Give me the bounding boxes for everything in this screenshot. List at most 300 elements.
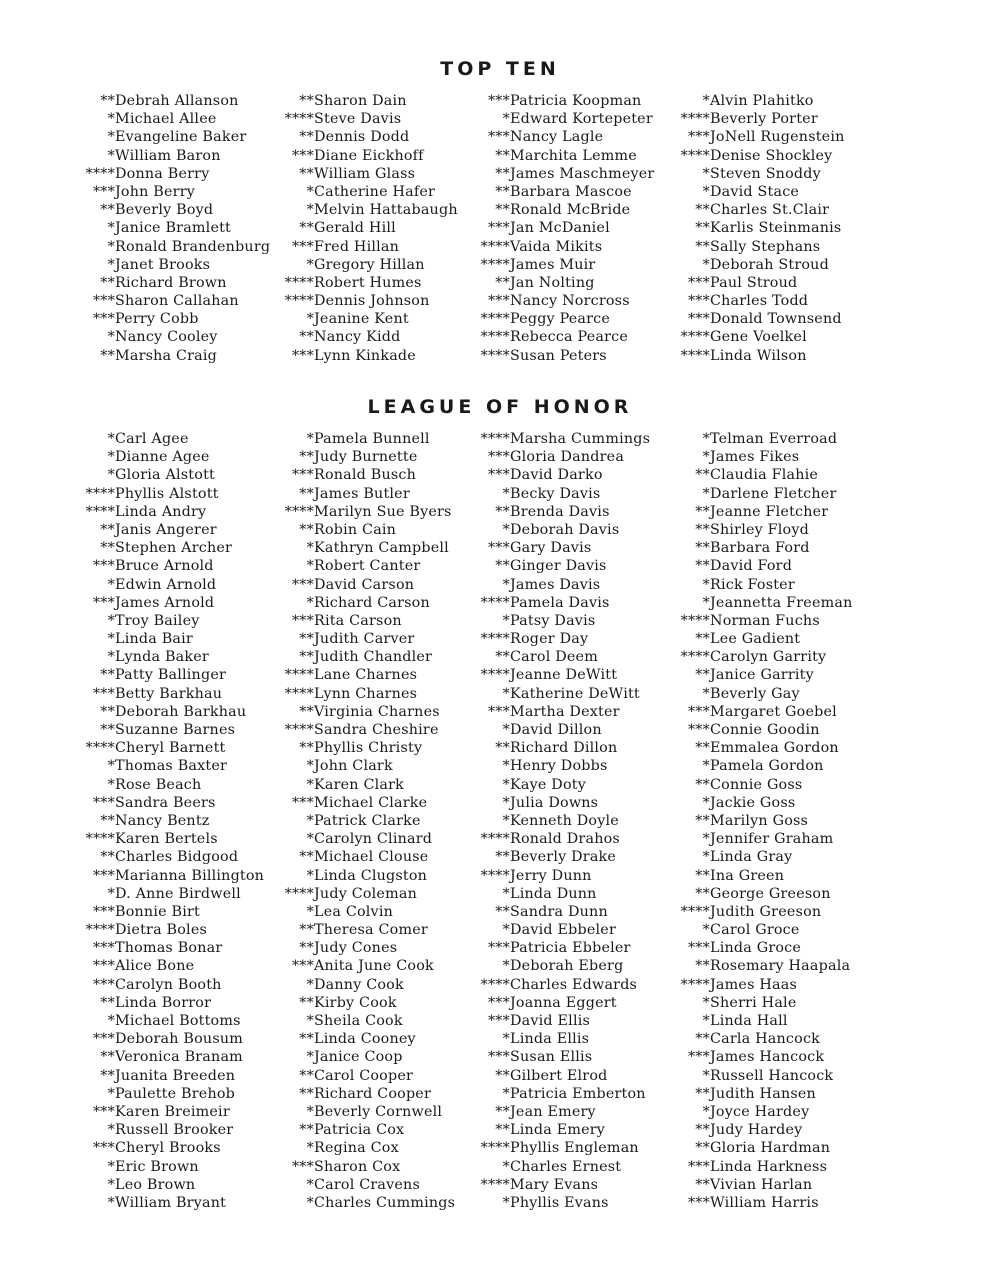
star-marks: ***	[291, 238, 314, 255]
honor-roll-entry	[472, 1048, 650, 1066]
star-marks: *	[306, 812, 314, 829]
star-marks: **	[100, 849, 115, 866]
student-name: Sandra Dunn	[510, 903, 608, 920]
star-marks: ***	[687, 1158, 710, 1175]
student-name: Ina Green	[710, 867, 785, 884]
star-marks: ****	[680, 903, 710, 920]
honor-roll-entry	[672, 630, 853, 648]
student-name: Deborah Eberg	[510, 958, 624, 975]
star-marks: *	[107, 776, 115, 793]
honor-roll-entry	[276, 703, 455, 721]
star-marks: *	[107, 885, 115, 902]
star-marks: *	[306, 540, 314, 557]
honor-roll-entry	[472, 1030, 650, 1048]
honor-roll-entry	[672, 1158, 853, 1176]
student-name: Patricia Koopman	[510, 93, 642, 109]
honor-roll-entry	[276, 794, 455, 812]
star-marks: *	[306, 558, 314, 575]
student-name: Karen Bertels	[115, 831, 218, 848]
student-name: Evangeline Baker	[115, 129, 247, 146]
star-marks: ***	[92, 940, 115, 957]
honor-roll-entry	[672, 292, 845, 310]
honor-roll-entry	[77, 1030, 264, 1048]
star-marks: **	[299, 220, 314, 237]
star-marks: *	[702, 831, 710, 848]
honor-roll-entry	[77, 594, 264, 612]
student-name: Jeanne Fletcher	[710, 503, 829, 520]
star-marks: ***	[487, 93, 510, 109]
star-marks: ****	[85, 740, 115, 757]
star-marks: **	[695, 867, 710, 884]
star-marks: *	[702, 1067, 710, 1084]
star-marks: **	[695, 521, 710, 538]
honor-roll-entry	[472, 630, 650, 648]
student-name: Fred Hillan	[314, 238, 400, 255]
honor-roll-entry	[77, 757, 264, 775]
honor-roll-entry	[276, 1121, 455, 1139]
star-marks: *	[107, 1122, 115, 1139]
league-column-2	[276, 430, 455, 1212]
student-name: Dianne Agee	[115, 449, 210, 466]
honor-roll-entry	[672, 776, 853, 794]
student-name: Thomas Baxter	[115, 758, 228, 775]
star-marks: *	[107, 129, 115, 146]
student-name: James Haas	[710, 976, 798, 993]
honor-roll-entry	[472, 703, 650, 721]
star-marks: **	[495, 503, 510, 520]
student-name: Jeannetta Freeman	[710, 594, 853, 611]
student-name: Charles Todd	[710, 293, 809, 310]
star-marks: **	[495, 165, 510, 182]
star-marks: *	[306, 1013, 314, 1029]
student-name: Pamela Bunnell	[314, 431, 430, 447]
top-ten-column-3	[472, 92, 654, 365]
honor-roll-entry	[472, 128, 654, 146]
honor-roll-entry	[77, 1158, 264, 1176]
student-name: Michael Clarke	[314, 794, 428, 811]
student-name: Karen Breimeir	[115, 1103, 230, 1120]
student-name: Robin Cain	[314, 521, 397, 538]
student-name: Katherine DeWitt	[510, 685, 640, 702]
honor-roll-entry	[276, 92, 458, 110]
honor-roll-entry	[77, 292, 270, 310]
honor-roll-entry	[472, 274, 654, 292]
student-name: Marsha Cummings	[510, 431, 651, 447]
honor-roll-entry	[77, 721, 264, 739]
star-marks: ***	[92, 1140, 115, 1157]
honor-roll-entry	[472, 612, 650, 630]
student-name: Karen Clark	[314, 776, 404, 793]
honor-roll-entry	[77, 1103, 264, 1121]
honor-roll-entry	[472, 110, 654, 128]
student-name: Sandra Cheshire	[314, 722, 439, 738]
star-marks: *	[306, 758, 314, 775]
honor-roll-entry	[672, 867, 853, 885]
honor-roll-entry	[472, 976, 650, 994]
star-marks: *	[502, 685, 510, 702]
student-name: Juanita Breeden	[115, 1067, 236, 1084]
honor-roll-entry	[672, 1030, 853, 1048]
student-name: Marilyn Goss	[710, 812, 809, 829]
honor-roll-entry	[77, 903, 264, 921]
star-marks: *	[107, 238, 115, 255]
honor-roll-entry	[276, 292, 458, 310]
student-name: Paul Stroud	[710, 274, 798, 291]
student-name: Linda Groce	[710, 940, 802, 957]
star-marks: *	[702, 449, 710, 466]
student-name: Janice Garrity	[710, 667, 814, 684]
student-name: James Davis	[510, 576, 601, 593]
student-name: Beverly Porter	[710, 111, 818, 128]
student-name: Patricia Emberton	[510, 1085, 646, 1102]
student-name: Pamela Davis	[510, 594, 610, 611]
student-name: David Dillon	[510, 722, 602, 738]
student-name: Norman Fuchs	[710, 612, 820, 629]
star-marks: ****	[85, 922, 115, 939]
star-marks: **	[100, 274, 115, 291]
star-marks: **	[695, 467, 710, 484]
star-marks: *	[107, 649, 115, 666]
honor-roll-entry	[276, 576, 455, 594]
student-name: Linda Cooney	[314, 1031, 416, 1048]
star-marks: **	[695, 776, 710, 793]
honor-roll-entry	[672, 612, 853, 630]
honor-roll-entry	[472, 292, 654, 310]
star-marks: **	[299, 703, 314, 720]
student-name: Carol Deem	[510, 649, 598, 666]
honor-roll-entry	[672, 256, 845, 274]
honor-roll-entry	[472, 867, 650, 885]
honor-roll-entry	[472, 466, 650, 484]
student-name: Judith Hansen	[710, 1085, 816, 1102]
star-marks: ***	[487, 1049, 510, 1066]
student-name: Richard Brown	[115, 274, 227, 291]
star-marks: **	[100, 1067, 115, 1084]
student-name: Robert Humes	[314, 274, 422, 291]
student-name: Linda Harkness	[710, 1158, 828, 1175]
star-marks: *	[702, 1103, 710, 1120]
student-name: Nancy Cooley	[115, 329, 218, 346]
star-marks: **	[299, 1122, 314, 1139]
star-marks: ***	[687, 722, 710, 738]
student-name: Thomas Bonar	[115, 940, 223, 957]
honor-roll-entry	[276, 485, 455, 503]
honor-roll-entry	[77, 92, 270, 110]
honor-roll-entry	[77, 183, 270, 201]
honor-roll-entry	[276, 1194, 455, 1212]
student-name: Phyllis Christy	[314, 740, 423, 757]
star-marks: **	[299, 631, 314, 648]
star-marks: *	[502, 1085, 510, 1102]
star-marks: *	[702, 93, 710, 109]
honor-roll-entry	[472, 885, 650, 903]
honor-roll-entry	[472, 201, 654, 219]
honor-roll-entry	[276, 274, 458, 292]
star-marks: **	[299, 922, 314, 939]
student-name: JoNell Rugenstein	[710, 129, 845, 146]
star-marks: *	[702, 794, 710, 811]
honor-roll-entry	[77, 485, 264, 503]
star-marks: ****	[284, 274, 314, 291]
star-marks: **	[495, 849, 510, 866]
star-marks: **	[100, 722, 115, 738]
star-marks: *	[502, 111, 510, 128]
honor-roll-entry	[672, 485, 853, 503]
honor-roll-entry	[276, 238, 458, 256]
student-name: Robert Canter	[314, 558, 421, 575]
star-marks: **	[100, 812, 115, 829]
student-name: Cheryl Brooks	[115, 1140, 221, 1157]
honor-roll-entry	[77, 110, 270, 128]
honor-roll-entry	[672, 539, 853, 557]
star-marks: **	[695, 1031, 710, 1048]
honor-roll-entry	[77, 1085, 264, 1103]
honor-roll-entry	[77, 976, 264, 994]
student-name: Melvin Hattabaugh	[314, 202, 458, 219]
honor-roll-entry	[276, 739, 455, 757]
student-name: Marianna Billington	[115, 867, 265, 884]
honor-roll-entry	[276, 976, 455, 994]
star-marks: *	[502, 776, 510, 793]
student-name: Patty Ballinger	[115, 667, 227, 684]
student-name: Lynn Charnes	[314, 685, 418, 702]
student-name: Sharon Cox	[314, 1158, 401, 1175]
honor-roll-entry	[276, 1012, 455, 1030]
honor-roll-entry	[276, 1048, 455, 1066]
honor-roll-entry	[672, 921, 853, 939]
honor-roll-entry	[276, 721, 455, 739]
student-name: Marchita Lemme	[510, 147, 637, 164]
star-marks: *	[306, 867, 314, 884]
star-marks: **	[299, 1031, 314, 1048]
student-name: Lynn Kinkade	[314, 347, 416, 364]
student-name: Steven Snoddy	[710, 165, 821, 182]
student-name: Troy Bailey	[115, 612, 200, 629]
star-marks: *	[702, 256, 710, 273]
honor-roll-entry	[276, 848, 455, 866]
honor-roll-entry	[77, 328, 270, 346]
star-marks: **	[299, 93, 314, 109]
honor-roll-entry	[672, 1085, 853, 1103]
student-name: Rose Beach	[115, 776, 202, 793]
honor-roll-entry	[472, 521, 650, 539]
honor-roll-entry	[77, 576, 264, 594]
student-name: Kenneth Doyle	[510, 812, 619, 829]
honor-roll-entry	[276, 347, 458, 365]
honor-roll-entry	[672, 1048, 853, 1066]
star-marks: **	[695, 202, 710, 219]
student-name: Patrick Clarke	[314, 812, 421, 829]
student-name: Jackie Goss	[710, 794, 796, 811]
star-marks: ****	[480, 347, 510, 364]
student-name: Charles Edwards	[510, 976, 638, 993]
star-marks: *	[702, 849, 710, 866]
star-marks: **	[495, 274, 510, 291]
student-name: Linda Hall	[710, 1013, 788, 1029]
student-name: Phyllis Evans	[510, 1194, 609, 1211]
star-marks: ***	[687, 1194, 710, 1211]
student-name: David Ford	[710, 558, 793, 575]
student-name: James Fikes	[710, 449, 800, 466]
honor-roll-entry	[472, 1158, 650, 1176]
star-marks: ***	[487, 1013, 510, 1029]
student-name: Dennis Johnson	[314, 293, 430, 310]
star-marks: **	[299, 1067, 314, 1084]
honor-roll-entry	[672, 503, 853, 521]
honor-roll-entry	[276, 776, 455, 794]
star-marks: ***	[92, 293, 115, 310]
student-name: James Muir	[510, 256, 596, 273]
student-name: Sally Stephans	[710, 238, 821, 255]
star-marks: **	[100, 1049, 115, 1066]
student-name: James Arnold	[115, 594, 215, 611]
star-marks: **	[299, 485, 314, 502]
student-name: Susan Peters	[510, 347, 607, 364]
honor-roll-entry	[77, 347, 270, 365]
star-marks: ***	[92, 311, 115, 328]
student-name: Carl Agee	[115, 431, 189, 447]
honor-roll-entry	[276, 165, 458, 183]
honor-roll-entry	[472, 739, 650, 757]
honor-roll-entry	[276, 1103, 455, 1121]
honor-roll-entry	[672, 685, 853, 703]
student-name: Russell Brooker	[115, 1122, 234, 1139]
student-name: David Ebbeler	[510, 922, 617, 939]
star-marks: *	[502, 758, 510, 775]
honor-roll-entry	[77, 739, 264, 757]
honor-roll-entry	[472, 1139, 650, 1157]
honor-roll-entry	[77, 794, 264, 812]
student-name: Linda Wilson	[710, 347, 807, 364]
star-marks: ****	[480, 1140, 510, 1157]
star-marks: ***	[92, 594, 115, 611]
student-name: Janis Angerer	[115, 521, 217, 538]
section-title-top-ten: TOP TEN	[440, 58, 560, 80]
star-marks: ***	[291, 347, 314, 364]
student-name: Judy Hardey	[710, 1122, 803, 1139]
student-name: Linda Emery	[510, 1122, 606, 1139]
honor-roll-entry	[276, 612, 455, 630]
star-marks: ****	[284, 293, 314, 310]
star-marks: *	[702, 183, 710, 200]
student-name: Patricia Ebbeler	[510, 940, 631, 957]
honor-roll-entry	[472, 448, 650, 466]
honor-roll-entry	[472, 903, 650, 921]
star-marks: *	[107, 1085, 115, 1102]
honor-roll-entry	[672, 794, 853, 812]
star-marks: ***	[291, 612, 314, 629]
honor-roll-entry	[77, 685, 264, 703]
student-name: Eric Brown	[115, 1158, 199, 1175]
star-marks: ***	[687, 293, 710, 310]
honor-roll-entry	[672, 183, 845, 201]
star-marks: ****	[480, 431, 510, 447]
student-name: Beverly Drake	[510, 849, 617, 866]
honor-roll-entry	[472, 485, 650, 503]
star-marks: *	[107, 467, 115, 484]
honor-roll-entry	[472, 666, 650, 684]
honor-roll-entry	[472, 1085, 650, 1103]
honor-roll-entry	[77, 238, 270, 256]
student-name: Sherri Hale	[710, 994, 797, 1011]
star-marks: ****	[480, 329, 510, 346]
star-marks: **	[495, 1067, 510, 1084]
star-marks: ****	[284, 503, 314, 520]
honor-roll-entry	[672, 238, 845, 256]
student-name: Connie Goodin	[710, 722, 820, 738]
honor-roll-entry	[672, 576, 853, 594]
star-marks: **	[695, 238, 710, 255]
honor-roll-entry	[672, 92, 845, 110]
honor-roll-entry	[276, 128, 458, 146]
honor-roll-entry	[77, 521, 264, 539]
student-name: Theresa Comer	[314, 922, 428, 939]
student-name: Cheryl Barnett	[115, 740, 226, 757]
star-marks: *	[306, 831, 314, 848]
student-name: Gregory Hillan	[314, 256, 425, 273]
star-marks: **	[299, 449, 314, 466]
honor-roll-entry	[276, 256, 458, 274]
honor-roll-entry	[77, 503, 264, 521]
honor-roll-entry	[672, 1103, 853, 1121]
star-marks: ***	[291, 467, 314, 484]
star-marks: **	[695, 1140, 710, 1157]
star-marks: ***	[487, 994, 510, 1011]
star-marks: ****	[680, 976, 710, 993]
honor-roll-entry	[276, 1176, 455, 1194]
star-marks: *	[107, 431, 115, 447]
student-name: Judy Burnette	[314, 449, 418, 466]
honor-roll-entry	[672, 848, 853, 866]
honor-roll-entry	[472, 539, 650, 557]
student-name: Carolyn Clinard	[314, 831, 433, 848]
honor-roll-entry	[672, 594, 853, 612]
student-name: Regina Cox	[314, 1140, 399, 1157]
student-name: Jean Emery	[510, 1103, 596, 1120]
star-marks: ***	[92, 1103, 115, 1120]
honor-roll-entry	[77, 776, 264, 794]
honor-roll-entry	[672, 557, 853, 575]
student-name: Shirley Floyd	[710, 521, 809, 538]
star-marks: ****	[85, 165, 115, 182]
star-marks: ****	[480, 631, 510, 648]
student-name: Alice Bone	[115, 958, 195, 975]
star-marks: *	[306, 1103, 314, 1120]
student-name: Charles St.Clair	[710, 202, 830, 219]
student-name: Kaye Doty	[510, 776, 586, 793]
honor-roll-entry	[77, 1048, 264, 1066]
student-name: Debrah Allanson	[115, 93, 239, 109]
student-name: Anita June Cook	[314, 958, 434, 975]
honor-roll-entry	[276, 957, 455, 975]
student-name: David Stace	[710, 183, 800, 200]
student-name: William Bryant	[115, 1194, 227, 1211]
honor-roll-entry	[672, 830, 853, 848]
student-name: Beverly Gay	[710, 685, 800, 702]
star-marks: ***	[92, 183, 115, 200]
student-name: Michael Clouse	[314, 849, 429, 866]
star-marks: **	[495, 1103, 510, 1120]
star-marks: **	[299, 165, 314, 182]
star-marks: ****	[680, 147, 710, 164]
honor-roll-entry	[472, 648, 650, 666]
student-name: Rebecca Pearce	[510, 329, 628, 346]
honor-roll-entry	[77, 165, 270, 183]
student-name: Deborah Davis	[510, 521, 620, 538]
star-marks: *	[502, 1194, 510, 1211]
student-name: Judith Chandler	[314, 649, 433, 666]
star-marks: *	[306, 1176, 314, 1193]
